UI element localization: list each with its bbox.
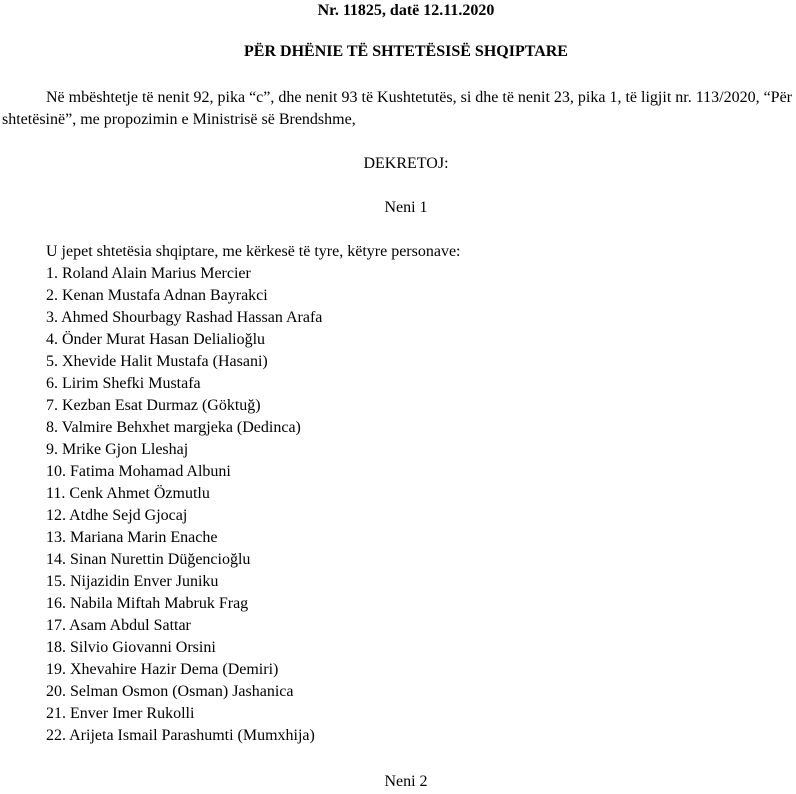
list-item: 15. Nijazidin Enver Juniku	[46, 573, 219, 590]
list-item: 18. Silvio Giovanni Orsini	[46, 639, 216, 656]
list-item: 10. Fatima Mohamad Albuni	[46, 463, 231, 480]
list-item: 17. Asam Abdul Sattar	[46, 617, 191, 634]
list-item: 20. Selman Osmon (Osman) Jashanica	[46, 683, 294, 700]
article-2-heading: Neni 2	[384, 773, 428, 790]
article-1-intro: U jepet shtetësia shqiptare, me kërkesë të tyre, këtyre personave:	[46, 243, 461, 260]
list-item: 7. Kezban Esat Durmaz (Göktuğ)	[46, 397, 261, 414]
list-item: 11. Cenk Ahmet Özmutlu	[46, 485, 210, 502]
list-item: 8. Valmire Behxhet margjeka (Dedinca)	[46, 419, 301, 436]
list-item: 6. Lirim Shefki Mustafa	[46, 375, 201, 392]
list-item: 2. Kenan Mustafa Adnan Bayrakci	[46, 287, 268, 304]
list-item: 1. Roland Alain Marius Mercier	[46, 265, 251, 282]
preamble: Në mbështetje të nenit 92, pika “c”, dhe nenit 93 të Kushtetutës, si dhe të nenit 23, pika 1, të ligjit nr. 113/2020, “Për shtetësinë”, me propozimin e Ministrisë së Brendshme,	[2, 89, 792, 128]
persons-list	[46, 263, 322, 747]
list-item: 9. Mrike Gjon Lleshaj	[46, 441, 189, 458]
decree-keyword: DEKRETOJ:	[363, 155, 449, 172]
list-item: 3. Ahmed Shourbagy Rashad Hassan Arafa	[46, 309, 323, 326]
decree-title: PËR DHËNIE TË SHTETËSISË SHQIPTARE	[244, 43, 568, 60]
list-item: 16. Nabila Miftah Mabruk Frag	[46, 595, 249, 612]
list-item: 5. Xhevide Halit Mustafa (Hasani)	[46, 353, 268, 370]
list-item: 13. Mariana Marin Enache	[46, 529, 218, 546]
article-1-heading: Neni 1	[384, 199, 428, 216]
list-item: 4. Önder Murat Hasan Delialioğlu	[46, 331, 266, 348]
list-item: 22. Arijeta Ismail Parashumti (Mumxhija)	[46, 727, 315, 744]
list-item: 14. Sinan Nurettin Düğencioğlu	[46, 551, 251, 568]
list-item: 12. Atdhe Sejd Gjocaj	[46, 507, 188, 524]
decree-number: Nr. 11825, datë 12.11.2020	[317, 2, 495, 19]
list-item: 21. Enver Imer Rukolli	[46, 705, 195, 722]
list-item: 19. Xhevahire Hazir Dema (Demiri)	[46, 661, 279, 678]
